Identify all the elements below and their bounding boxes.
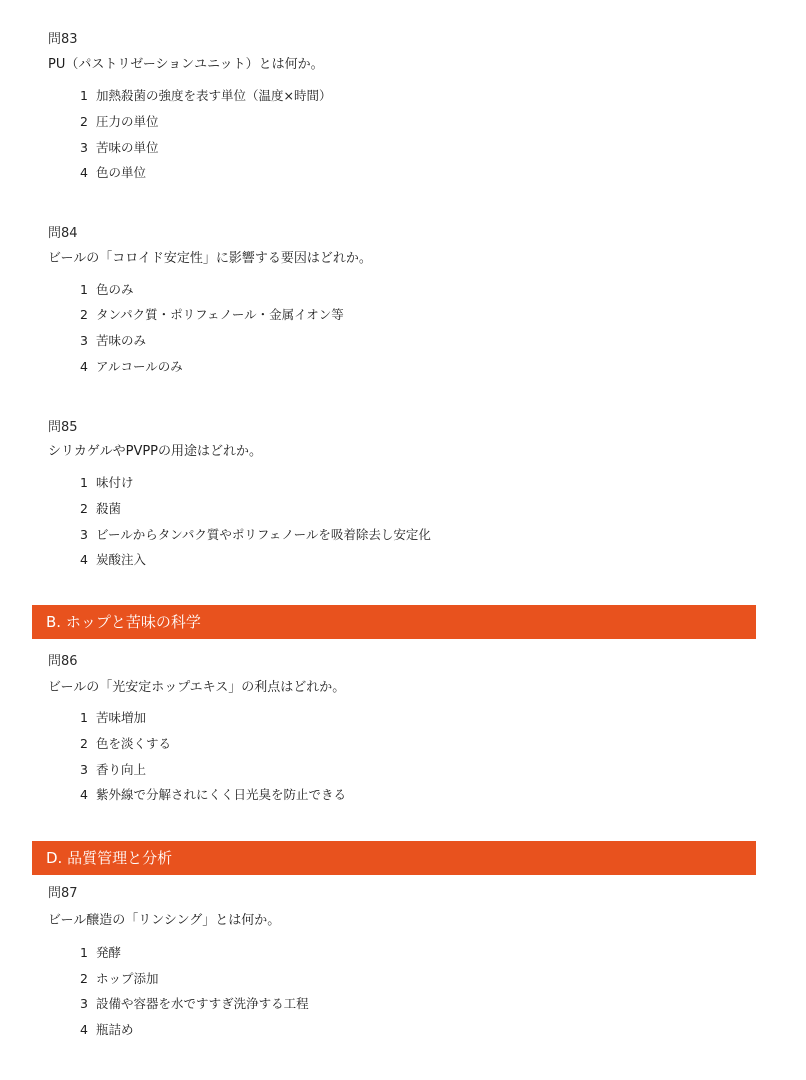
option-label: 発酵	[96, 945, 122, 960]
question-number-85: 問85	[48, 420, 78, 435]
option-label: アルコールのみ	[96, 359, 183, 374]
option-label: 紫外線で分解されにくく日光臭を防止できる	[96, 787, 347, 802]
option-85-2	[80, 501, 121, 517]
option-number: 3	[80, 527, 88, 542]
option-label: 苦味増加	[96, 710, 147, 725]
option-label: ビールからタンパク質やポリフェノールを吸着除去し安定化	[96, 527, 431, 542]
option-number: 4	[80, 165, 88, 180]
section-header-b: B. ホップと苦味の科学	[32, 605, 756, 639]
option-label: 殺菌	[96, 501, 122, 516]
option-label: 設備や容器を水ですすぎ洗浄する工程	[96, 996, 309, 1011]
option-86-4	[80, 787, 346, 803]
option-label: 瓶詰め	[96, 1022, 134, 1037]
option-number: 4	[80, 787, 88, 802]
option-number: 2	[80, 501, 88, 516]
option-83-4	[80, 165, 146, 181]
question-text-85: シリカゲルやPVPPの用途はどれか。	[48, 444, 263, 459]
question-number-84: 問84	[48, 226, 78, 241]
option-number: 4	[80, 552, 88, 567]
option-87-2	[80, 971, 159, 987]
option-85-1	[80, 475, 134, 491]
option-84-3	[80, 333, 146, 349]
option-84-2	[80, 307, 344, 323]
question-number-83: 問83	[48, 32, 78, 47]
option-number: 3	[80, 996, 88, 1011]
option-86-2	[80, 736, 171, 752]
option-number: 3	[80, 762, 88, 777]
option-85-3	[80, 527, 431, 543]
option-number: 4	[80, 1022, 88, 1037]
option-87-1	[80, 945, 121, 961]
question-text-83: PU（パストリゼーションユニット）とは何か。	[48, 57, 324, 72]
option-86-3	[80, 762, 146, 778]
option-83-2	[80, 114, 159, 130]
section-header-d: D. 品質管理と分析	[32, 841, 756, 875]
option-label: 加熱殺菌の強度を表す単位（温度×時間）	[96, 88, 332, 103]
option-label: ホップ添加	[96, 971, 159, 986]
option-86-1	[80, 710, 146, 726]
option-label: 苦味の単位	[96, 140, 159, 155]
option-number: 4	[80, 359, 88, 374]
option-number: 3	[80, 140, 88, 155]
option-87-4	[80, 1022, 134, 1038]
option-number: 2	[80, 114, 88, 129]
option-number: 2	[80, 971, 88, 986]
question-text-86: ビールの「光安定ホップエキス」の利点はどれか。	[48, 680, 346, 695]
option-label: 香り向上	[96, 762, 147, 777]
option-84-4	[80, 359, 183, 375]
option-number: 1	[80, 710, 88, 725]
option-85-4	[80, 552, 146, 568]
option-label: 色のみ	[96, 282, 134, 297]
option-number: 2	[80, 307, 88, 322]
option-label: 圧力の単位	[96, 114, 159, 129]
question-number-87: 問87	[48, 886, 78, 901]
option-number: 2	[80, 736, 88, 751]
option-number: 1	[80, 475, 88, 490]
option-83-1	[80, 88, 331, 104]
option-83-3	[80, 140, 159, 156]
option-label: 色を淡くする	[96, 736, 172, 751]
option-number: 3	[80, 333, 88, 348]
option-84-1	[80, 282, 134, 298]
question-number-86: 問86	[48, 654, 78, 669]
option-label: 苦味のみ	[96, 333, 147, 348]
option-label: タンパク質・ポリフェノール・金属イオン等	[96, 307, 344, 322]
question-text-84: ビールの「コロイド安定性」に影響する要因はどれか。	[48, 251, 372, 266]
option-label: 炭酸注入	[96, 552, 147, 567]
option-label: 味付け	[96, 475, 134, 490]
option-number: 1	[80, 282, 88, 297]
option-number: 1	[80, 945, 88, 960]
option-label: 色の単位	[96, 165, 147, 180]
question-text-87: ビール醸造の「リンシング」とは何か。	[48, 913, 281, 928]
option-87-3	[80, 996, 309, 1012]
option-number: 1	[80, 88, 88, 103]
